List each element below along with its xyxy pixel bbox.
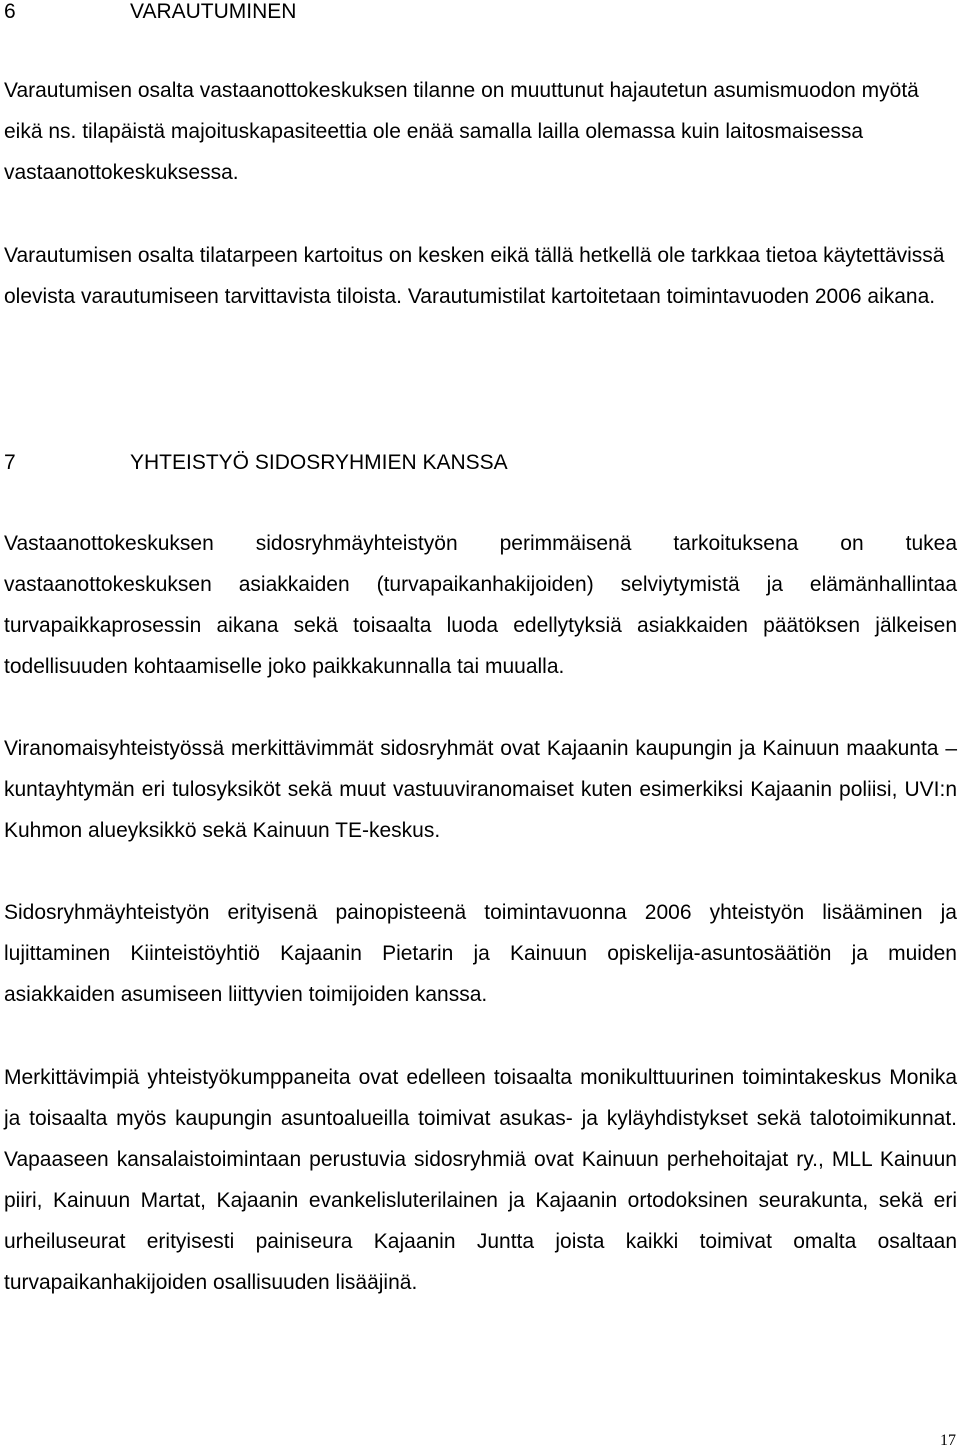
section-7-heading xyxy=(4,451,508,475)
page-number: 17 xyxy=(940,1432,956,1449)
section-7-number: 7 xyxy=(4,451,16,474)
section-7-paragraph-4: Merkittävimpiä yhteistyökumppaneita ovat edelleen toisaalta monikulttuurinen toimintakeskus Monika ja toisaalta myös kaupungin asuntoalueilla toimivat asukas- ja kyläyhdistykset sekä talotoimikunnat. Vapaaseen kansalaistoimintaan perustuvia sidosryhmiä ovat Kainuun perhehoitajat ry., MLL Kainuun piiri, Kainuun Martat, Kajaanin evankelisluterilainen ja Kajaanin ortodoksinen seurakunta, sekä eri urheiluseurat erityisesti painiseura Kajaanin Juntta joista kaikki toimivat omalta osaltaan turvapaikanhakijoiden osallisuuden lisääjinä. xyxy=(4,1066,957,1294)
section-6-paragraph-1: Varautumisen osalta vastaanottokeskuksen tilanne on muuttunut hajautetun asumismuodon myötä eikä ns. tilapäistä majoituskapasiteettia ole enää samalla lailla olemassa kuin laitosmaisessa vastaanottokeskuksessa. xyxy=(4,79,919,184)
section-6-number: 6 xyxy=(4,0,16,23)
section-7-paragraph-1: Vastaanottokeskuksen sidosryhmäyhteistyön perimmäisenä tarkoituksena on tukea vastaanottokeskuksen asiakkaiden (turvapaikanhakijoiden) selviytymistä ja elämänhallintaa turvapaikkaprosessin aikana sekä toisaalta luoda edellytyksiä asiakkaiden päätöksen jälkeisen todellisuuden kohtaamiselle joko paikkakunnalla tai muualla. xyxy=(4,532,957,678)
section-6-paragraph-2: Varautumisen osalta tilatarpeen kartoitus on kesken eikä tällä hetkellä ole tarkkaa tietoa käytettävissä olevista varautumiseen tarvittavista tiloista. Varautumistilat kartoitetaan toimintavuoden 2006 aikana. xyxy=(4,244,945,308)
section-7-paragraph-3: Sidosryhmäyhteistyön erityisenä painopisteenä toimintavuonna 2006 yhteistyön lisääminen ja lujittaminen Kiinteistöyhtiö Kajaanin Pietarin ja Kainuun opiskelija-asuntosäätiön ja muiden asiakkaiden asumiseen liittyvien toimijoiden kanssa. xyxy=(4,901,957,1006)
section-6-heading xyxy=(4,0,296,24)
section-7-paragraph-2: Viranomaisyhteistyössä merkittävimmät sidosryhmät ovat Kajaanin kaupungin ja Kainuun maakunta –kuntayhtymän eri tulosyksiköt sekä muut vastuuviranomaiset kuten esimerkiksi Kajaanin poliisi, UVI:n Kuhmon alueyksikkö sekä Kainuun TE-keskus. xyxy=(4,737,957,842)
section-6-title: VARAUTUMINEN xyxy=(130,0,297,23)
section-7-title: YHTEISTYÖ SIDOSRYHMIEN KANSSA xyxy=(130,451,508,474)
